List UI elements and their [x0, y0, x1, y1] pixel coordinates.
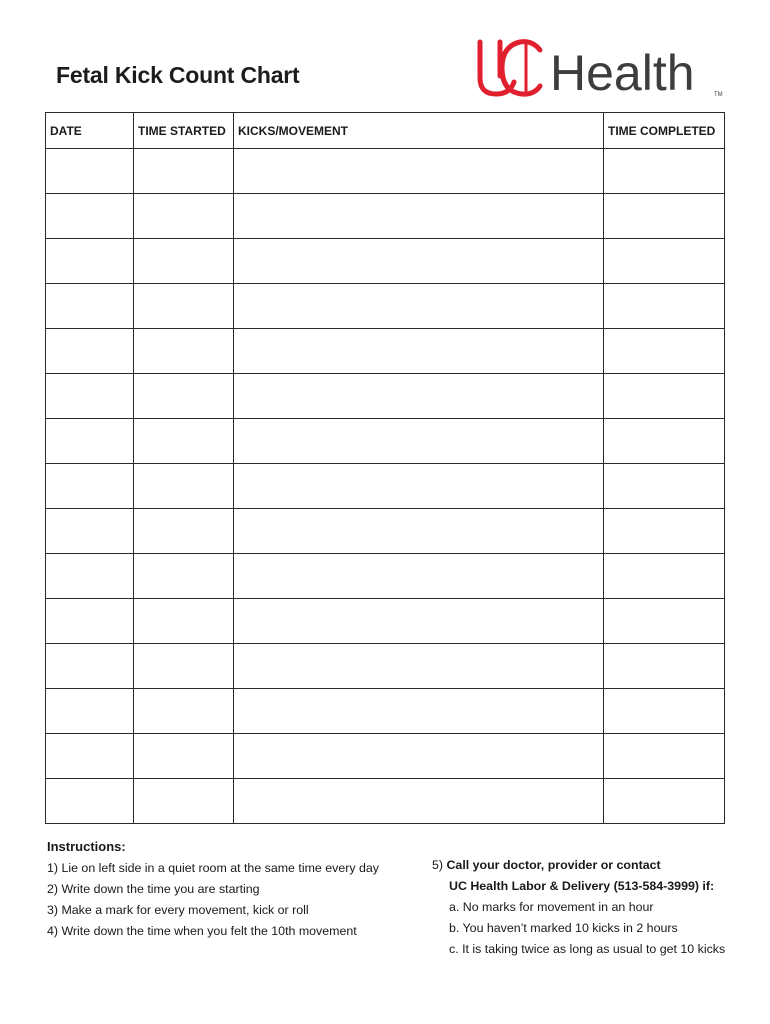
time-started-cell[interactable] [134, 689, 234, 734]
kicks-movement-cell[interactable] [234, 284, 604, 329]
instructions-block [47, 836, 379, 942]
table-row [46, 779, 725, 824]
kicks-movement-cell[interactable] [234, 239, 604, 284]
call-condition: b. You haven’t marked 10 kicks in 2 hours [449, 921, 678, 935]
table-row [46, 374, 725, 419]
kicks-movement-cell[interactable] [234, 194, 604, 239]
instruction-step: 2) Write down the time you are starting [47, 882, 260, 896]
time-started-cell[interactable] [134, 329, 234, 374]
instruction-step: 1) Lie on left side in a quiet room at the same time every day [47, 861, 379, 875]
time-started-cell[interactable] [134, 284, 234, 329]
time-completed-cell[interactable] [604, 329, 725, 374]
call-condition: c. It is taking twice as long as usual to get 10 kicks [449, 942, 726, 956]
kicks-movement-cell[interactable] [234, 464, 604, 509]
time-completed-cell[interactable] [604, 419, 725, 464]
call-instruction: Call your doctor, provider or contact [446, 858, 661, 872]
kicks-movement-cell[interactable] [234, 599, 604, 644]
kicks-movement-cell[interactable] [234, 689, 604, 734]
instruction-step: 3) Make a mark for every movement, kick or roll [47, 903, 309, 917]
date-cell[interactable] [46, 374, 134, 419]
table-header-row [46, 113, 725, 149]
time-completed-cell[interactable] [604, 779, 725, 824]
time-started-cell[interactable] [134, 149, 234, 194]
kicks-movement-cell[interactable] [234, 734, 604, 779]
page-title: Fetal Kick Count Chart [56, 62, 300, 88]
date-cell[interactable] [46, 599, 134, 644]
date-cell[interactable] [46, 509, 134, 554]
time-started-cell[interactable] [134, 194, 234, 239]
date-cell[interactable] [46, 644, 134, 689]
time-completed-cell[interactable] [604, 374, 725, 419]
time-completed-cell[interactable] [604, 239, 725, 284]
time-started-cell[interactable] [134, 554, 234, 599]
time-completed-cell[interactable] [604, 509, 725, 554]
table-body [46, 149, 725, 824]
time-started-cell[interactable] [134, 599, 234, 644]
kicks-movement-cell[interactable] [234, 779, 604, 824]
kicks-movement-cell[interactable] [234, 509, 604, 554]
date-cell[interactable] [46, 689, 134, 734]
instruction-step: 4) Write down the time when you felt the 10th movement [47, 924, 357, 938]
column-header-time-completed: TIME COMPLETED [604, 113, 725, 149]
time-completed-cell[interactable] [604, 284, 725, 329]
table-row [46, 194, 725, 239]
time-completed-cell[interactable] [604, 644, 725, 689]
kicks-movement-cell[interactable] [234, 329, 604, 374]
table-row [46, 689, 725, 734]
kicks-movement-cell[interactable] [234, 644, 604, 689]
time-started-cell[interactable] [134, 239, 234, 284]
date-cell[interactable] [46, 239, 134, 284]
kicks-movement-cell[interactable] [234, 554, 604, 599]
date-cell[interactable] [46, 194, 134, 239]
kicks-movement-cell[interactable] [234, 374, 604, 419]
step-number: 5) [432, 858, 444, 872]
call-condition: a. No marks for movement in an hour [449, 900, 654, 914]
column-header-date: DATE [46, 113, 134, 149]
time-completed-cell[interactable] [604, 149, 725, 194]
date-cell[interactable] [46, 554, 134, 599]
logo-wordmark: Health [550, 45, 695, 100]
time-completed-cell[interactable] [604, 734, 725, 779]
time-started-cell[interactable] [134, 509, 234, 554]
time-started-cell[interactable] [134, 644, 234, 689]
table-row [46, 644, 725, 689]
date-cell[interactable] [46, 329, 134, 374]
date-cell[interactable] [46, 284, 134, 329]
call-contact: UC Health Labor & Delivery (513-584-3999) if: [449, 879, 715, 893]
call-provider-block [432, 855, 725, 960]
time-completed-cell[interactable] [604, 194, 725, 239]
table-row [46, 149, 725, 194]
kicks-movement-cell[interactable] [234, 419, 604, 464]
time-started-cell[interactable] [134, 464, 234, 509]
time-completed-cell[interactable] [604, 689, 725, 734]
time-started-cell[interactable] [134, 779, 234, 824]
logo-trademark: TM [714, 92, 723, 98]
column-header-kicks-movement: KICKS/MOVEMENT [234, 113, 604, 149]
time-completed-cell[interactable] [604, 599, 725, 644]
date-cell[interactable] [46, 464, 134, 509]
date-cell[interactable] [46, 149, 134, 194]
date-cell[interactable] [46, 779, 134, 824]
uc-health-logo [474, 36, 724, 100]
call-line-1 [432, 855, 725, 876]
time-started-cell[interactable] [134, 374, 234, 419]
table-row [46, 239, 725, 284]
time-completed-cell[interactable] [604, 554, 725, 599]
table-row [46, 419, 725, 464]
instructions-heading: Instructions: [47, 839, 126, 854]
date-cell[interactable] [46, 419, 134, 464]
column-header-time-started: TIME STARTED [134, 113, 234, 149]
table-row [46, 734, 725, 779]
table-row [46, 554, 725, 599]
time-completed-cell[interactable] [604, 464, 725, 509]
table-row [46, 464, 725, 509]
table-row [46, 284, 725, 329]
table-row [46, 509, 725, 554]
table-row [46, 329, 725, 374]
table-row [46, 599, 725, 644]
date-cell[interactable] [46, 734, 134, 779]
kicks-movement-cell[interactable] [234, 149, 604, 194]
time-started-cell[interactable] [134, 734, 234, 779]
time-started-cell[interactable] [134, 419, 234, 464]
kick-count-table [45, 112, 725, 824]
